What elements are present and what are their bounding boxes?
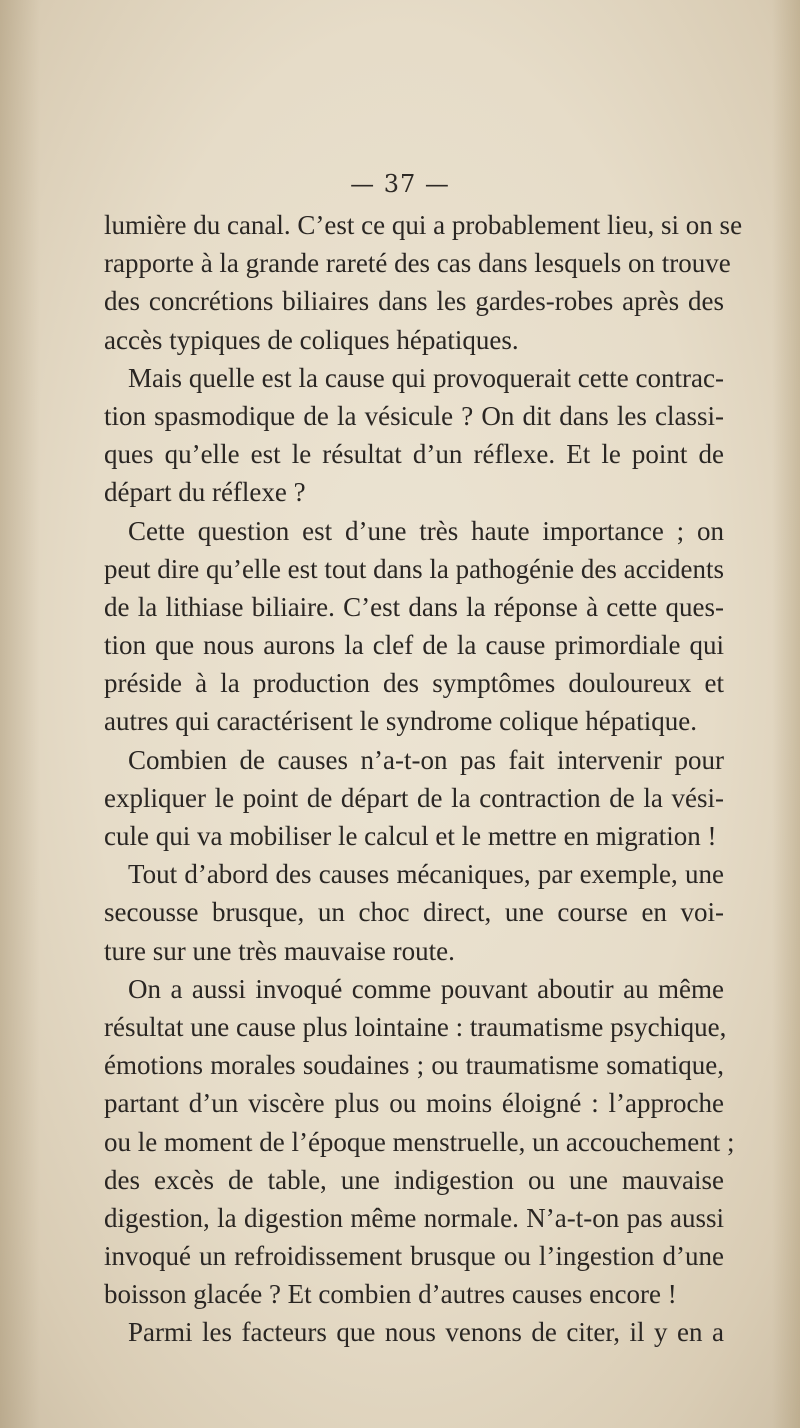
text-line: Cette question est d’une très haute importance ; on [128, 515, 724, 546]
text-line: Mais quelle est la cause qui provoquerait cette contrac- [128, 362, 724, 393]
text-line: résultat une cause plus lointaine : traumatisme psychique, [104, 1011, 727, 1042]
text-line: boisson glacée ? Et combien d’autres causes encore ! [104, 1279, 677, 1310]
text-line: cule qui va mobiliser le calcul et le mettre en migration ! [104, 821, 717, 851]
text-line: de la lithiase biliaire. C’est dans la réponse à cette ques- [104, 591, 724, 622]
text-line: tion que nous aurons la clef de la cause primordiale qui [104, 630, 724, 661]
text-line: rapporte à la grande rareté des cas dans lesquels on trouve [104, 248, 731, 279]
text-line: départ du réflexe ? [104, 477, 306, 508]
text-line: ques qu’elle est le résultat d’un réflexe. Et le point de [104, 439, 724, 470]
text-line: digestion, la digestion même normale. N’a-t-on pas aussi [104, 1202, 724, 1233]
text-line: secousse brusque, un choc direct, une course en voi- [104, 897, 724, 928]
text-line: ou le moment de l’époque menstruelle, un accouchement ; [104, 1126, 735, 1157]
text-line: émotions morales soudaines ; ou traumatisme somatique, [104, 1050, 724, 1081]
text-line: tion spasmodique de la vésicule ? On dit dans les classi- [104, 400, 724, 431]
text-line: lumière du canal. C’est ce qui a probablement lieu, si on se [104, 210, 743, 240]
text-line: préside à la production des symptômes douloureux et [104, 668, 724, 699]
text-line: Parmi les facteurs que nous venons de citer, il y en a [128, 1317, 724, 1348]
text-line: autres qui caractérisent le syndrome colique hépatique. [104, 706, 698, 737]
text-line: accès typiques de coliques hépatiques. [104, 324, 519, 355]
text-line: partant d’un viscère plus ou moins éloigné : l’approche [104, 1088, 724, 1119]
text-line: On a aussi invoqué comme pouvant aboutir au même [128, 973, 724, 1004]
page-edge-shadow-right [772, 0, 800, 1428]
text-line: des concrétions biliaires dans les gardes-robes après des [104, 286, 724, 317]
text-line: expliquer le point de départ de la contraction de la vési- [104, 782, 724, 813]
text-line: des excès de table, une indigestion ou une mauvaise [104, 1164, 724, 1195]
text-line: Combien de causes n’a-t-on pas fait intervenir pour [128, 744, 724, 775]
text-line: peut dire qu’elle est tout dans la pathogénie des accidents [104, 553, 725, 584]
page-number: — 37 — [350, 170, 450, 198]
text-line: ture sur une très mauvaise route. [104, 935, 455, 966]
body-text [104, 206, 743, 1352]
text-line: invoqué un refroidissement brusque ou l’ingestion d’une [104, 1241, 724, 1272]
text-line: Tout d’abord des causes mécaniques, par exemple, une [128, 859, 724, 890]
page-edge-shadow-left [0, 0, 40, 1428]
